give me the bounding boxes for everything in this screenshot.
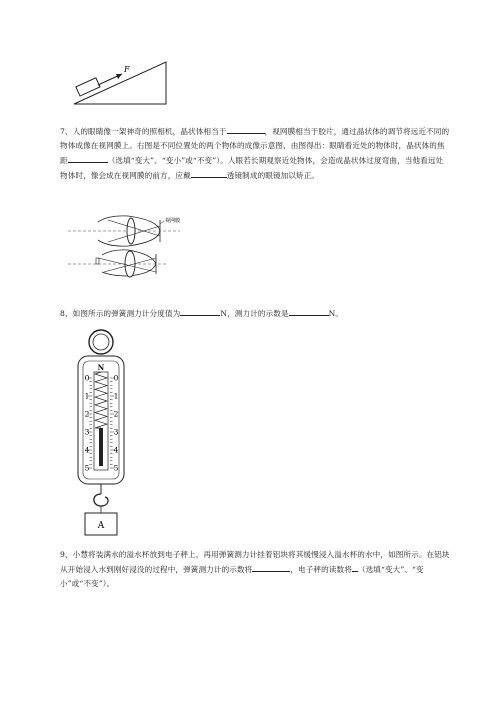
q8-blank-2 <box>289 306 329 316</box>
right-tick-label: 5 <box>113 463 119 473</box>
lens-icon <box>127 218 135 244</box>
q8-text-1: 8、如图所示的弹簧测力计分度值为 <box>60 309 181 318</box>
incline-figure <box>60 52 180 112</box>
q7-blank-3 <box>191 168 227 178</box>
left-tick-label: 3 <box>84 427 90 437</box>
retina-label: 视网膜 <box>165 218 181 224</box>
q7-text-3: （选填“变大”、“变小”或“不变”）。人眼若长期观察近处物体，会造成晶状体过度弯曲，当他看远处物体时，像会成在视网膜的前方，应戴 <box>60 156 444 180</box>
q8-blank-1 <box>180 306 220 316</box>
right-tick-label: 3 <box>113 427 119 437</box>
q7-blank-2 <box>68 153 108 163</box>
unit-label: N <box>97 363 105 372</box>
question-9 <box>60 548 450 591</box>
eye-imaging-figure <box>68 214 188 278</box>
right-tick-label: 2 <box>113 409 119 419</box>
right-tick-label: 4 <box>113 445 119 455</box>
left-tick-label: 2 <box>84 409 90 419</box>
q9-text-2: ，电子秤的读数将 <box>290 565 352 574</box>
left-tick-label: 1 <box>84 391 90 401</box>
q7-text-1: 7、人的眼睛像一架神奇的照相机，晶状体相当于 <box>60 127 227 136</box>
q7-blank-1 <box>227 124 265 134</box>
left-tick-label: 4 <box>84 445 90 455</box>
right-tick-label: 1 <box>113 391 119 401</box>
force-label: F <box>124 65 130 74</box>
right-tick-label: 0 <box>113 373 119 383</box>
question-7 <box>60 124 450 183</box>
spring-scale-figure <box>70 328 140 538</box>
weight-label: A <box>97 521 105 531</box>
q9-text-3: （选填“变大”、“变小”或“不变”）。 <box>60 565 424 588</box>
q9-blank-1 <box>252 562 290 572</box>
hook-icon <box>94 494 108 506</box>
q7-text-4: 透镜制成的眼镜加以矫正。 <box>226 171 320 180</box>
left-tick-label: 5 <box>84 463 90 473</box>
object-candle-icon <box>96 258 99 264</box>
q9-text-1: 9、小慧将装满水的溢水杯放到电子秤上，再用弹簧测力计挂着铝块将其缓慢浸入溢水杯的水中，如图所示。在铝块从开始浸入水到刚好浸没的过程中，弹簧测力计的示数将 <box>60 550 450 574</box>
left-tick-label: 0 <box>84 373 90 383</box>
q8-text-3: N。 <box>328 309 344 318</box>
q8-text-2: N，测力计的示数是 <box>220 309 289 318</box>
q7-text-2: ，视网膜相当于胶片，通过晶状体的调节将远近不同的物体成像在视网膜上。右图是不同位置处的两个物体的成像示意图，由图得出：眼睛看近处的物体时，晶状体的焦距 <box>60 127 450 165</box>
pointer-rod <box>99 428 103 466</box>
question-8 <box>60 306 450 321</box>
